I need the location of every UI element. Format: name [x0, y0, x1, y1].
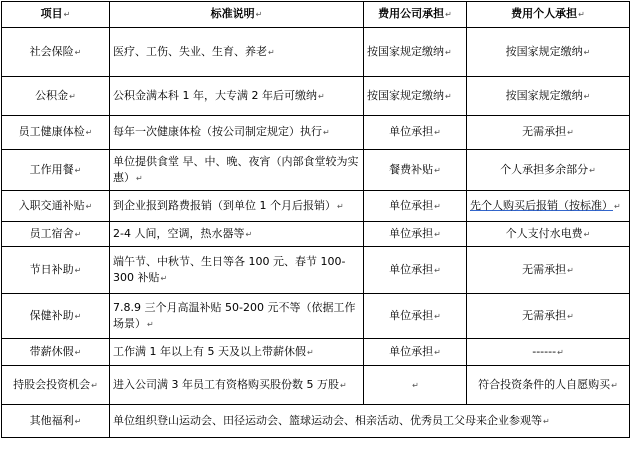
- company-cost-cell: 单位承担↵: [364, 247, 467, 294]
- header-description: 标准说明↵: [110, 2, 364, 28]
- header-personal-cost: 费用个人承担↵: [467, 2, 630, 28]
- item-cell: 节日补助↵: [2, 247, 110, 294]
- item-cell: 保健补助↵: [2, 294, 110, 339]
- company-cost-cell: 单位承担↵: [364, 222, 467, 247]
- item-cell: 工作用餐↵: [2, 150, 110, 191]
- description-cell: 单位提供食堂 早、中、晚、夜宵（内部食堂较为实惠）↵: [110, 150, 364, 191]
- table-row: [2, 247, 630, 294]
- table-row: [2, 191, 630, 222]
- table-row: [2, 28, 630, 77]
- item-cell: 社会保险↵: [2, 28, 110, 77]
- personal-cost-cell: 按国家规定缴纳↵: [467, 77, 630, 116]
- table-row: [2, 222, 630, 247]
- company-cost-cell: 餐费补贴↵: [364, 150, 467, 191]
- table-row: [2, 405, 630, 438]
- item-cell: 员工健康体检↵: [2, 116, 110, 150]
- description-cell: 7.8.9 三个月高温补贴 50-200 元不等（依据工作场景）↵: [110, 294, 364, 339]
- description-cell: 每年一次健康体检（按公司制定规定）执行↵: [110, 116, 364, 150]
- personal-cost-cell: 无需承担↵: [467, 116, 630, 150]
- personal-cost-cell: 按国家规定缴纳↵: [467, 28, 630, 77]
- table-row: [2, 366, 630, 405]
- company-cost-cell: 按国家规定缴纳↵: [364, 77, 467, 116]
- table-row: [2, 116, 630, 150]
- item-cell: 其他福利↵: [2, 405, 110, 438]
- description-cell: 2-4 人间，空调，热水器等↵: [110, 222, 364, 247]
- item-cell: 员工宿舍↵: [2, 222, 110, 247]
- header-item: 项目↵: [2, 2, 110, 28]
- description-cell: 端午节、中秋节、生日等各 100 元、春节 100-300 补贴↵: [110, 247, 364, 294]
- table-row: [2, 294, 630, 339]
- item-cell: 持股会投资机会↵: [2, 366, 110, 405]
- company-cost-cell: 按国家规定缴纳↵: [364, 28, 467, 77]
- company-cost-cell: 单位承担↵: [364, 116, 467, 150]
- description-cell: 医疗、工伤、失业、生育、养老↵: [110, 28, 364, 77]
- company-cost-cell: 单位承担↵: [364, 339, 467, 366]
- personal-cost-cell: ------↵: [467, 339, 630, 366]
- header-row: [2, 2, 630, 28]
- table-row: [2, 150, 630, 191]
- table-row: [2, 339, 630, 366]
- description-cell: 到企业报到路费报销（到单位 1 个月后报销）↵: [110, 191, 364, 222]
- item-cell: 入职交通补贴↵: [2, 191, 110, 222]
- personal-cost-cell: 个人支付水电费↵: [467, 222, 630, 247]
- item-cell: 公积金↵: [2, 77, 110, 116]
- table-row: [2, 77, 630, 116]
- personal-cost-cell: 符合投资条件的人自愿购买↵: [467, 366, 630, 405]
- description-cell: 公积金满本科 1 年，大专满 2 年后可缴纳↵: [110, 77, 364, 116]
- item-cell: 带薪休假↵: [2, 339, 110, 366]
- personal-cost-cell: 先个人购买后报销（按标准）↵: [467, 191, 630, 222]
- description-cell: 工作满 1 年以上有 5 天及以上带薪休假↵: [110, 339, 364, 366]
- personal-cost-cell: 无需承担↵: [467, 294, 630, 339]
- company-cost-cell: 单位承担↵: [364, 191, 467, 222]
- personal-cost-cell: 个人承担多余部分↵: [467, 150, 630, 191]
- personal-cost-cell: 无需承担↵: [467, 247, 630, 294]
- description-cell: 单位组织登山运动会、田径运动会、篮球运动会、相亲活动、优秀员工父母来企业参观等↵: [110, 405, 630, 438]
- header-company-cost: 费用公司承担↵: [364, 2, 467, 28]
- benefits-table: [1, 1, 630, 438]
- description-cell: 进入公司满 3 年员工有资格购买股份数 5 万股↵: [110, 366, 364, 405]
- company-cost-cell: 单位承担↵: [364, 294, 467, 339]
- company-cost-cell: ↵: [364, 366, 467, 405]
